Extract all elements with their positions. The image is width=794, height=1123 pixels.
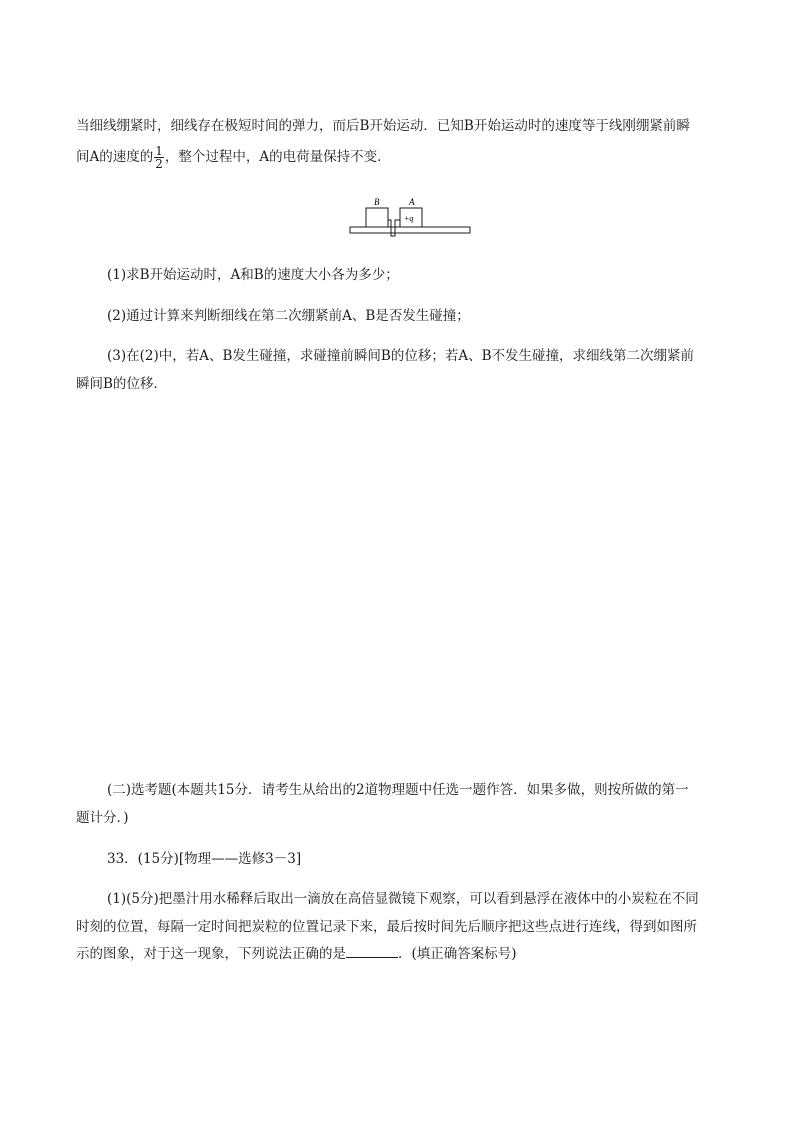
fraction-numerator: 1 bbox=[155, 144, 163, 158]
question-33-1-line-3-pre: 示的图象，对于这一现象，下列说法正确的是 bbox=[76, 946, 346, 962]
problem-text-line-2 bbox=[76, 144, 391, 170]
fraction-one-half bbox=[154, 145, 164, 170]
charge-label: +q bbox=[404, 214, 414, 223]
question-1: (1)求B开始运动时，A和B的速度大小各为多少； bbox=[107, 267, 399, 283]
question-33-1-line-1: (1)(5分)把墨汁用水稀释后取出一滴放在高倍显微镜下观察，可以看到悬浮在液体中的小炭粒在不同 bbox=[107, 891, 699, 907]
question-33-1-line-2: 时刻的位置，每隔一定时间把炭粒的位置记录下来，最后按时间先后顺序把这些点进行连线，得到如图所 bbox=[76, 919, 697, 935]
question-3-line-2: 瞬间B的位移． bbox=[76, 376, 167, 392]
elective-intro-line-2: 题计分．) bbox=[76, 810, 129, 826]
problem-text-line-2-pre: 间A的速度的 bbox=[76, 149, 154, 165]
problem-text-line-1: 当细线绷紧时，细线存在极短时间的弹力，而后B开始运动．已知B开始运动时的速度等于线刚绷紧前瞬 bbox=[76, 118, 690, 134]
question-3-line-1: (3)在(2)中，若A、B发生碰撞，求碰撞前瞬间B的位移；若A、B不发生碰撞，求细线第二次绷紧前 bbox=[107, 348, 695, 364]
label-a: A bbox=[409, 197, 415, 207]
slack-string bbox=[388, 220, 400, 236]
problem-text-line-2-post: ，整个过程中，A的电荷量保持不变． bbox=[164, 149, 391, 165]
elective-intro-line-1: (二)选考题(本题共15分．请考生从给出的2道物理题中任选一题作答．如果多做，则按所做的第一 bbox=[107, 782, 689, 798]
track-board bbox=[350, 227, 470, 233]
block-b bbox=[366, 208, 388, 227]
blocks-figure bbox=[348, 196, 472, 238]
label-b: B bbox=[374, 197, 380, 207]
fraction-denominator: 2 bbox=[155, 157, 163, 171]
question-33-1-line-3 bbox=[76, 945, 517, 963]
question-33-1-line-3-post: ．(填正确答案标号) bbox=[398, 946, 517, 962]
question-33-heading: 33．(15分)[物理——选修3－3] bbox=[107, 851, 302, 867]
question-2: (2)通过计算来判断细线在第二次绷紧前A、B是否发生碰撞； bbox=[107, 308, 470, 324]
answer-blank bbox=[346, 945, 398, 958]
